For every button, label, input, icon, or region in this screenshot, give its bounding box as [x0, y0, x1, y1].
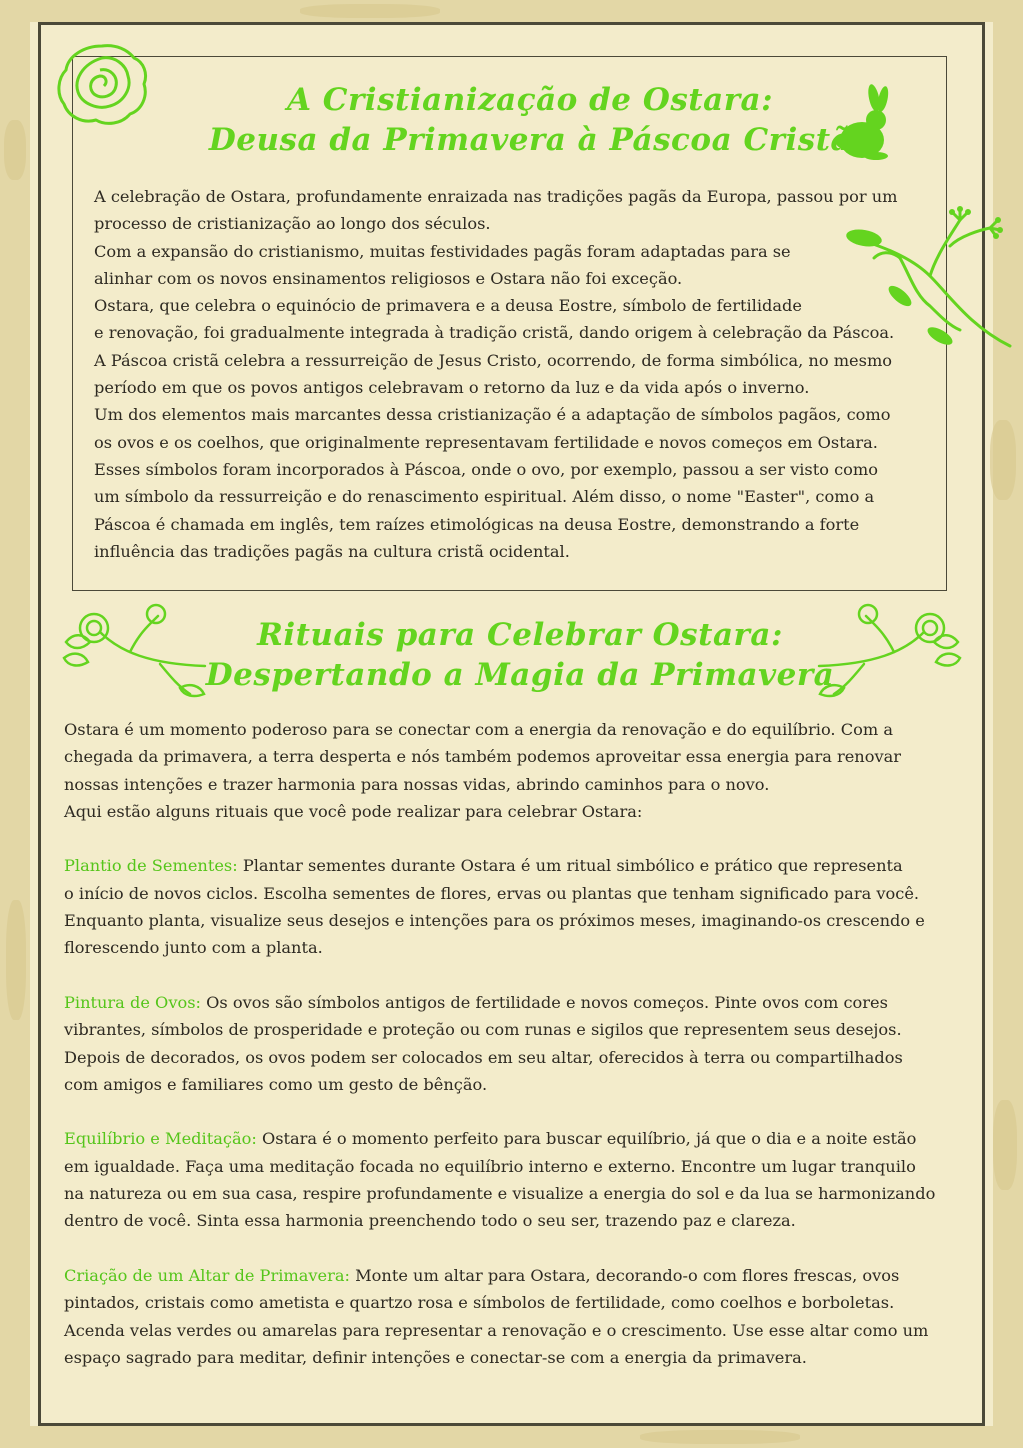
- ritual-line: dentro de você. Sinta essa harmonia preenchendo todo o seu ser, trazendo paz e clareza.: [64, 1211, 796, 1231]
- section1-body: [94, 183, 944, 565]
- section1-title-line2: Deusa da Primavera à Páscoa Cristã: [208, 122, 852, 158]
- parchment-stain: [4, 120, 26, 180]
- section1-title: [200, 80, 860, 160]
- body-line: e renovação, foi gradualmente integrada à tradição cristã, dando origem à celebração da Páscoa.: [94, 323, 895, 343]
- parchment-stain: [990, 420, 1016, 500]
- ritual-text: Plantar sementes durante Ostara é um ritual simbólico e prático que representa: [237, 856, 903, 876]
- parchment-stain: [993, 1100, 1017, 1190]
- body-line: os ovos e os coelhos, que originalmente representavam fertilidade e novos começos em Ostara.: [94, 432, 878, 452]
- section1-title-line1: A Cristianização de Ostara:: [286, 82, 774, 118]
- body-line: Um dos elementos mais marcantes dessa cristianização é a adaptação de símbolos pagãos, como: [94, 405, 891, 425]
- parchment-stain: [6, 900, 26, 1020]
- ritual-line: [64, 1125, 959, 1152]
- ritual-line: na natureza ou em sua casa, respire profundamente e visualize a energia do sol e da lua se harmonizando: [64, 1184, 936, 1204]
- section2-title-line2: Despertando a Magia da Primavera: [205, 657, 835, 693]
- body-line: Esses símbolos foram incorporados à Páscoa, onde o ovo, por exemplo, passou a ser visto como: [94, 459, 879, 479]
- ritual-line: Enquanto planta, visualize seus desejos e intenções para os próximos meses, imaginando-os crescendo e: [64, 911, 925, 931]
- body-line: Ostara, que celebra o equinócio de primavera e a deusa Eostre, símbolo de fertilidade: [94, 296, 802, 316]
- ritual-text: Ostara é o momento perfeito para buscar equilíbrio, já que o dia e a noite estão: [256, 1129, 917, 1149]
- ritual-line: Acenda velas verdes ou amarelas para representar a renovação e o crescimento. Use esse altar como um: [64, 1320, 929, 1340]
- parchment-stain: [640, 1430, 800, 1444]
- ritual-line: espaço sagrado para meditar, definir intenções e conectar-se com a energia da primavera.: [64, 1347, 807, 1367]
- ritual-line: o início de novos ciclos. Escolha sementes de flores, ervas ou plantas que tenham significado para você.: [64, 883, 920, 903]
- parchment-edge-top: [0, 0, 1023, 22]
- ritual-term: Plantio de Sementes:: [64, 856, 238, 876]
- ritual-line: vibrantes, símbolos de prosperidade e proteção ou com runas e sigilos que representem seus desejos.: [64, 1020, 902, 1040]
- body-line: A celebração de Ostara, profundamente enraizada nas tradições pagãs da Europa, passou por um: [94, 187, 898, 206]
- body-line: Com a expansão do cristianismo, muitas festividades pagãs foram adaptadas para se: [94, 241, 791, 261]
- ritual-line: com amigos e familiares como um gesto de bênção.: [64, 1074, 488, 1094]
- parchment-edge-bottom: [0, 1426, 1023, 1448]
- intro-line: chegada da primavera, a terra desperta e nós também podemos aproveitar essa energia para renovar: [64, 747, 902, 767]
- section2-body: [64, 716, 959, 1371]
- intro-line: Ostara é um momento poderoso para se conectar com a energia da renovação e do equilíbrio. Com a: [64, 720, 893, 739]
- ritual-line: em igualdade. Faça uma meditação focada no equilíbrio interno e externo. Encontre um lugar tranquilo: [64, 1156, 916, 1176]
- intro-line: nossas intenções e trazer harmonia para nossas vidas, abrindo caminhos para o novo.: [64, 774, 770, 794]
- body-line: um símbolo da ressurreição e do renascimento espiritual. Além disso, o nome "Easter", como a: [94, 487, 875, 507]
- ritual-term: Pintura de Ovos:: [64, 992, 201, 1012]
- ritual-term: Criação de um Altar de Primavera:: [64, 1265, 350, 1285]
- ritual-term: Equilíbrio e Meditação:: [64, 1129, 257, 1149]
- intro-line: Aqui estão alguns rituais que você pode realizar para celebrar Ostara:: [64, 801, 643, 821]
- ritual-line: [64, 852, 959, 879]
- body-line: processo de cristianização ao longo dos séculos.: [94, 214, 491, 234]
- ritual-line: florescendo junto com a planta.: [64, 938, 323, 958]
- body-line: período em que os povos antigos celebravam o retorno da luz e da vida após o inverno.: [94, 378, 810, 398]
- parchment-edge-left: [0, 0, 30, 1448]
- ritual-text: Monte um altar para Ostara, decorando-o com flores frescas, ovos: [349, 1265, 900, 1285]
- section2-title-line1: Rituais para Celebrar Ostara:: [257, 617, 783, 653]
- ritual-line: [64, 989, 959, 1016]
- rose-icon: [54, 40, 150, 130]
- parchment-stain: [300, 4, 440, 18]
- ritual-text: Os ovos são símbolos antigos de fertilidade e novos começos. Pinte ovos com cores: [200, 992, 888, 1012]
- section2-title: [180, 615, 860, 695]
- body-line: influência das tradições pagãs na cultura cristã ocidental.: [94, 541, 570, 561]
- ritual-line: Depois de decorados, os ovos podem ser colocados em seu altar, oferecidos à terra ou compartilhados: [64, 1047, 903, 1067]
- body-line: Páscoa é chamada em inglês, tem raízes etimológicas na deusa Eostre, demonstrando a forte: [94, 514, 860, 534]
- body-line: alinhar com os novos ensinamentos religiosos e Ostara não foi exceção.: [94, 268, 683, 288]
- body-line: A Páscoa cristã celebra a ressurreição de Jesus Cristo, ocorrendo, de forma simbólica, no mesmo: [94, 350, 893, 370]
- ritual-line: pintados, cristais como ametista e quartzo rosa e símbolos de fertilidade, como coelhos e borboletas.: [64, 1293, 895, 1313]
- ritual-line: [64, 1262, 959, 1289]
